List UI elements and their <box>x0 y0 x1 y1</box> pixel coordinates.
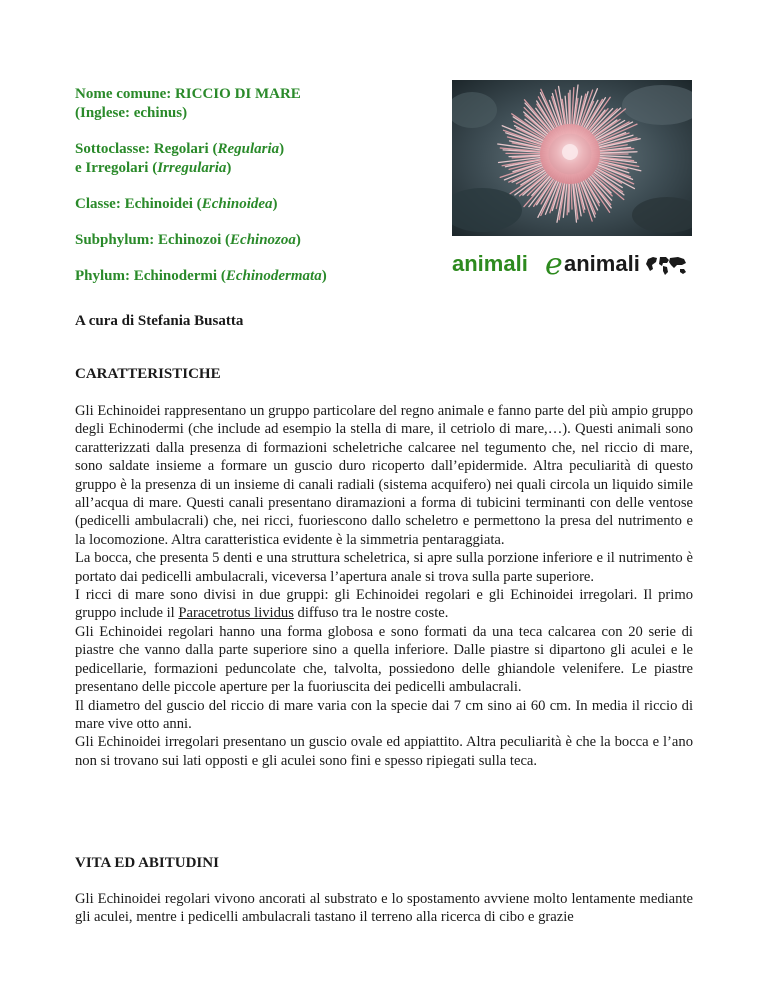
taxonomy-header <box>75 85 435 303</box>
phylum-prefix: Phylum: Echinodermi ( <box>75 268 226 284</box>
svg-text:e: e <box>545 247 563 281</box>
svg-text:animali: animali <box>452 251 528 276</box>
caratteristiche-paragraph-2: La bocca, che presenta 5 denti e una struttura scheletrica, si apre sulla porzione inferiore e il nutrimento è portato dai pedicelli ambulacrali, viceversa l’apertura anale si trova sulla parte superiore. <box>75 550 693 585</box>
subclass-line1-prefix: Sottoclasse: Regolari ( <box>75 141 218 157</box>
class-latin: Echinoidea <box>201 196 273 212</box>
subclass-line2-prefix: e Irregolari ( <box>75 160 158 176</box>
phylum-suffix: ) <box>321 268 327 284</box>
phylum-latin: Echinodermata <box>225 268 322 284</box>
svg-text:animali: animali <box>564 251 640 276</box>
section-title-vita-abitudini: VITA ED ABITUDINI <box>75 855 219 871</box>
subphylum-prefix: Subphylum: Echinozoi ( <box>75 232 231 248</box>
caratteristiche-paragraph-1: Gli Echinoidei rappresentano un gruppo particolare del regno animale e fanno parte del più ampio gruppo degli Echinodermi (che include ad esempio la stella di mare, il cetriolo di mare,…). Questi animali sono caratterizzati dalla presenza di formazioni scheletriche calcaree nel tegumento che, nel riccio di mare, sono saldate insieme a formare un guscio duro ricoperto dall’epidermide. Altra peculiarità di questo gruppo è la presenza di un insieme di canali radiali (sistema acquifero) nei quali circola un liquido simile all’acqua di mare. Questi canali presentano diramazioni a forma di tubicini terminanti con delle ventose (pedicelli ambulacrali) che, nei ricci, fuoriescono dallo scheletro e permettono la presa del nutrimento e la locomozione. Altra caratteristica evidente è la simmetria pentaraggiata. <box>75 403 693 548</box>
phylum-line <box>75 267 435 286</box>
section-title-caratteristiche: CARATTERISTICHE <box>75 366 221 382</box>
author-line: A cura di Stefania Busatta <box>75 313 244 329</box>
english-name: (Inglese: echinus) <box>75 105 188 121</box>
subclass-line2-latin: Irregularia <box>157 160 227 176</box>
subclass-line2-suffix: ) <box>226 160 232 176</box>
sea-urchin-illustration <box>452 80 692 236</box>
common-name-block <box>75 85 435 123</box>
vita-body <box>75 890 693 927</box>
caratteristiche-paragraph-4: Gli Echinoidei regolari hanno una forma globosa e sono formati da una teca calcarea con 20 serie di piastre che vanno dalla parte superiore sino a quella inferiore. Dalle piastre si dipartono gli aculei e le pedicellarie, formazioni peduncolate che, talvolta, possiedono delle ghiandole velenifere. Le piastre presentano delle piccole aperture per la fuoriuscita dei pedicelli ambulacrali. <box>75 623 693 696</box>
vita-paragraph-1: Gli Echinoidei regolari vivono ancorati al substrato e lo spostamento avviene molto lentamente mediante gli aculei, mentre i pedicelli ambulacrali tastano il terreno alla ricerca di cibo e grazie <box>75 891 693 926</box>
class-prefix: Classe: Echinoidei ( <box>75 196 202 212</box>
paragraph-3-before: I ricci di mare sono divisi in due gruppi: gli Echinoidei regolari e gli Echinoidei irregolari. Il primo gruppo include il <box>75 587 693 622</box>
caratteristiche-body <box>75 402 693 770</box>
subphylum-suffix: ) <box>295 232 301 248</box>
animalieanimali-logo <box>452 247 712 281</box>
paracentrotus-link[interactable]: Paracetrotus lividus <box>178 605 294 622</box>
caratteristiche-paragraph-6: Gli Echinoidei irregolari presentano un guscio ovale ed appiattito. Altra peculiarità è che la bocca e l’ano non si trovano sui lati opposti e gli aculei sono fini e spesso ripiegati sulla teca. <box>75 734 693 769</box>
caratteristiche-paragraph-5: Il diametro del guscio del riccio di mare varia con la specie dai 7 cm sino ai 60 cm. In media il riccio di mare vive otto anni. <box>75 697 693 732</box>
caratteristiche-paragraph-3 <box>75 586 693 623</box>
class-line <box>75 195 435 214</box>
sea-urchin-photo <box>452 80 692 236</box>
common-name: Nome comune: RICCIO DI MARE <box>75 86 301 102</box>
subclass-line1-latin: Regularia <box>217 141 280 157</box>
class-suffix: ) <box>272 196 278 212</box>
subphylum-line <box>75 231 435 250</box>
world-map-icon <box>646 257 686 275</box>
subclass-line1-suffix: ) <box>279 141 285 157</box>
logo-graphic <box>452 247 712 281</box>
subphylum-latin: Echinozoa <box>230 232 296 248</box>
paragraph-3-after: diffuso tra le nostre coste. <box>293 605 449 622</box>
subclass-block <box>75 140 435 178</box>
